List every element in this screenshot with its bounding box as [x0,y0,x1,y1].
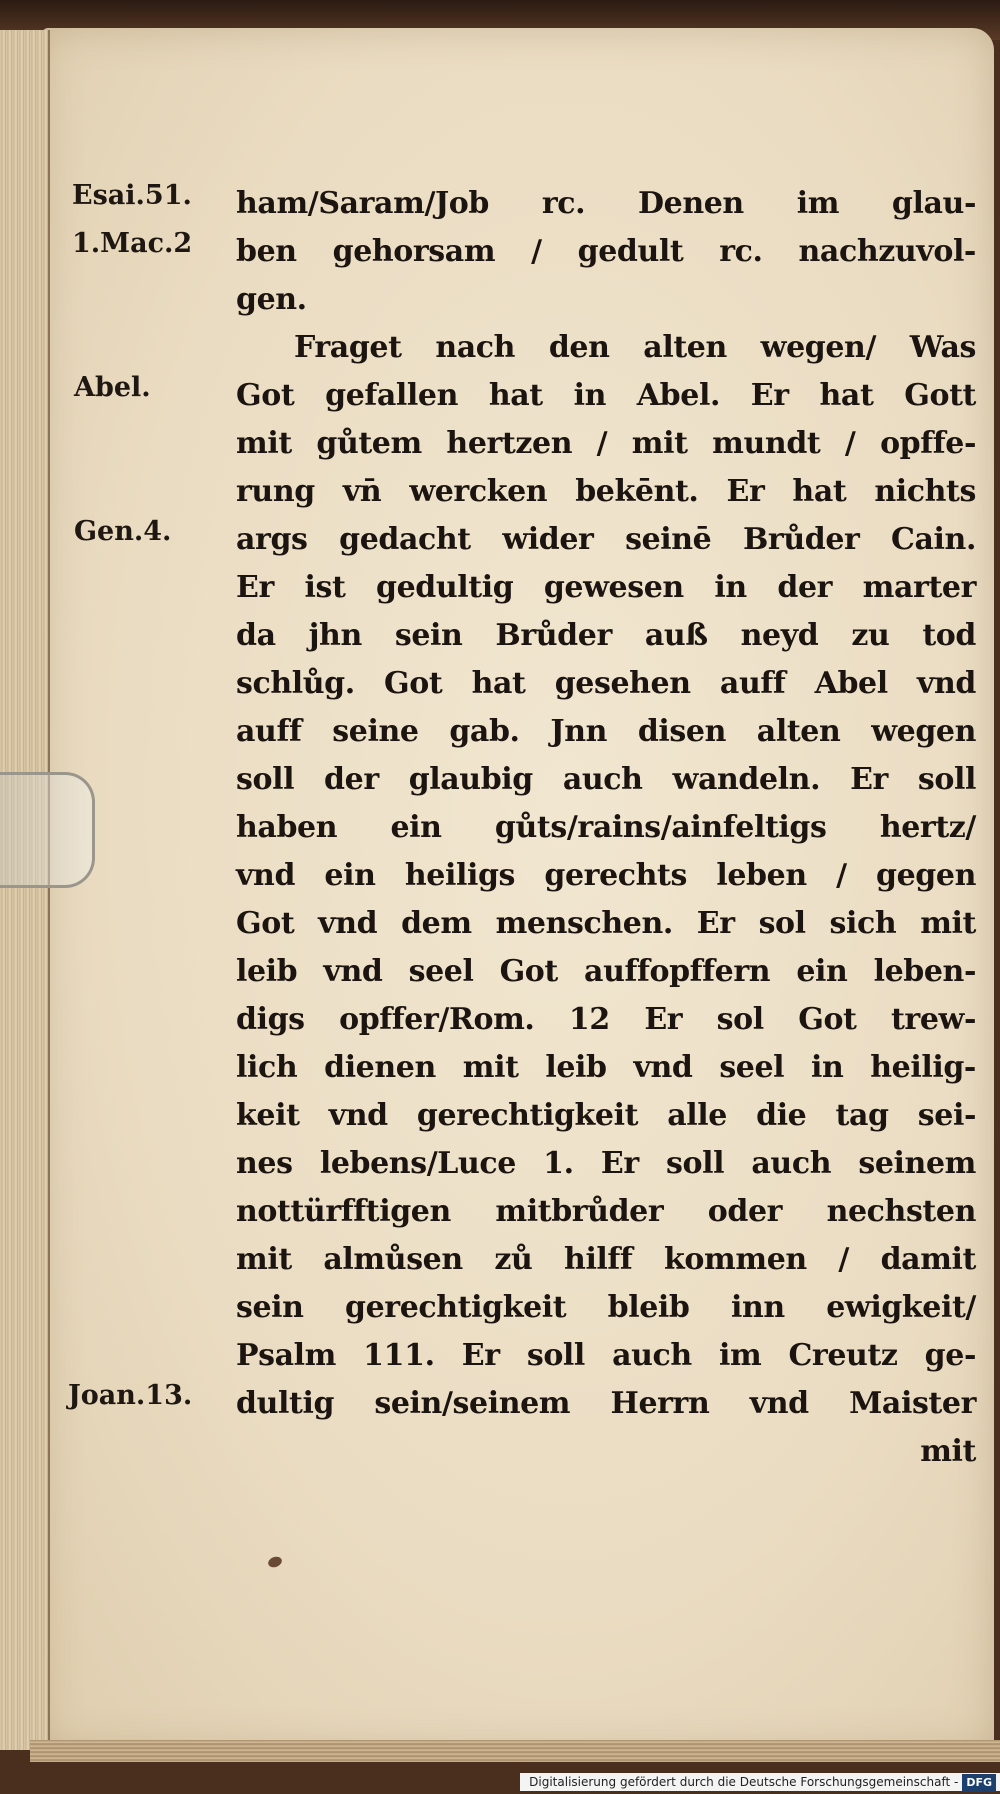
margin-note-mac: 1.Mac.2 [72,228,193,259]
text-line: Got vnd dem menschen. Er sol sich mit [236,906,976,941]
margin-note-gen: Gen.4. [74,516,172,547]
text-line: leib vnd seel Got auffopffern ein leben- [236,954,976,989]
page-tab [0,772,95,888]
text-line: rung vn̄ wercken bekēnt. Er hat nichts [236,474,976,509]
main-text [236,180,976,1476]
text-line: Psalm 111. Er soll auch im Creutz ge- [236,1338,976,1373]
footer-text: Digitalisierung gefördert durch die Deutsche Forschungsgemeinschaft - [529,1775,959,1789]
text-line: vnd ein heiligs gerechts leben / gegen [236,858,976,893]
text-line: Fraget nach den alten wegen/ Was [294,330,976,365]
text-line: Got gefallen hat in Abel. Er hat Gott [236,378,976,413]
text-line: args gedacht wider seinē Brůder Cain. [236,522,976,557]
text-line: mit gůtem hertzen / mit mundt / opffe- [236,426,976,461]
bottom-page-edges [30,1740,1000,1762]
page-edges [0,30,50,1750]
text-line: auff seine gab. Jnn disen alten wegen [236,714,976,749]
catchword: mit [920,1434,976,1469]
digitization-footer [520,1773,1000,1791]
text-line: gen. [236,282,307,317]
text-line: soll der glaubig auch wandeln. Er soll [236,762,976,797]
text-line: da jhn sein Brůder auß neyd zu tod [236,618,976,653]
text-line: nes lebens/Luce 1. Er soll auch seinem [236,1146,976,1181]
margin-note-abel: Abel. [74,372,151,403]
text-line: ham/Saram/Job rc. Denen im glau- [236,186,976,221]
margin-note-joan: Joan.13. [68,1380,193,1411]
dfg-logo: DFG [962,1774,996,1792]
margin-note-esai: Esai.51. [72,180,192,211]
text-line: dultig sein/seinem Herrn vnd Maister [236,1386,976,1421]
text-line: sein gerechtigkeit bleib inn ewigkeit/ [236,1290,976,1325]
text-line: digs opffer/Rom. 12 Er sol Got trew- [236,1002,976,1037]
text-line: haben ein gůts/rains/ainfeltigs hertz/ [236,810,976,845]
text-line: keit vnd gerechtigkeit alle die tag sei- [236,1098,976,1133]
text-line: ben gehorsam / gedult rc. nachzuvol- [236,234,976,269]
text-line: nottürfftigen mitbrůder oder nechsten [236,1194,976,1229]
text-line: schlůg. Got hat gesehen auff Abel vnd [236,666,976,701]
text-line: mit almůsen zů hilff kommen / damit [236,1242,976,1277]
text-line: Er ist gedultig gewesen in der marter [236,570,976,605]
text-line: lich dienen mit leib vnd seel in heilig- [236,1050,976,1085]
